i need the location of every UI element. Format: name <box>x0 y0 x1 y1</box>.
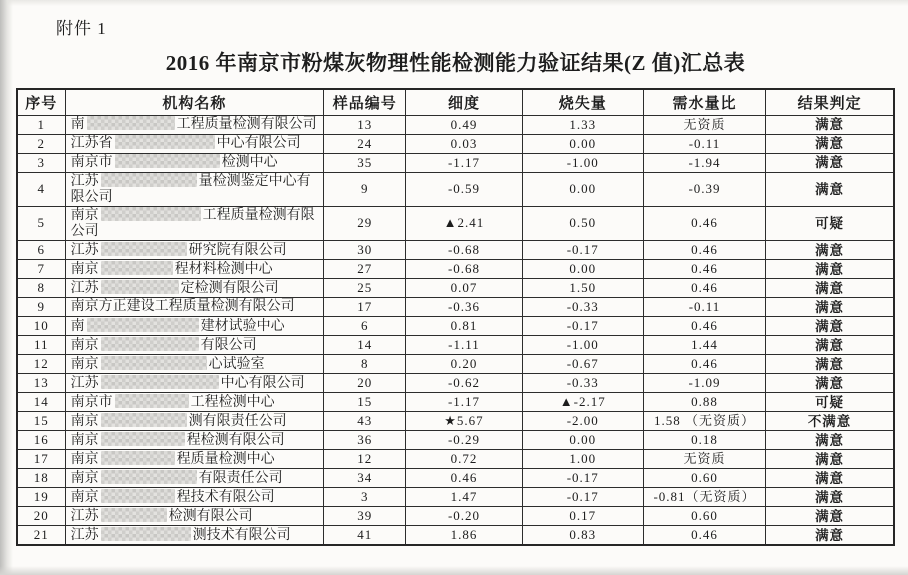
table-row <box>17 116 894 135</box>
org-name-suffix: 检测中心 <box>221 155 278 171</box>
cell-loss-on-ignition-z: -2.00 <box>522 412 643 431</box>
org-name-prefix: 江苏 <box>70 527 99 543</box>
col-header-serial-no: 序号 <box>17 89 65 116</box>
page-title: 2016 年南京市粉煤灰物理性能检测能力验证结果(Z 值)汇总表 <box>165 51 746 75</box>
cell-water-demand-ratio-z: 0.46 <box>643 355 765 374</box>
cell-loss-on-ignition-z: -1.00 <box>522 154 643 173</box>
cell-fineness-z: 0.81 <box>406 317 522 336</box>
col-header-organization-name: 机构名称 <box>65 89 324 116</box>
cell-sample-no: 29 <box>324 207 406 241</box>
org-name-prefix: 南 <box>70 318 85 334</box>
org-name-prefix: 南京 <box>70 337 99 353</box>
cell-organization-name <box>65 336 324 355</box>
cell-loss-on-ignition-z: -0.17 <box>522 241 643 260</box>
org-name-redaction-mosaic <box>87 318 199 332</box>
cell-organization-name <box>65 173 324 207</box>
org-name-redaction-mosaic <box>115 394 189 408</box>
cell-serial-no: 10 <box>17 317 65 336</box>
cell-organization-name <box>65 207 324 241</box>
cell-serial-no: 20 <box>17 507 65 526</box>
cell-serial-no: 13 <box>17 374 65 393</box>
cell-organization-name <box>65 374 324 393</box>
results-table <box>16 88 895 546</box>
org-name-prefix: 江苏 <box>70 280 99 296</box>
cell-fineness-z: -1.11 <box>406 336 522 355</box>
org-name-redaction-mosaic <box>87 116 175 130</box>
cell-loss-on-ignition-z: 0.17 <box>522 507 643 526</box>
org-name-redaction-mosaic <box>101 470 197 484</box>
cell-organization-name <box>65 154 324 173</box>
cell-result-judgment: 满意 <box>766 469 894 488</box>
cell-water-demand-ratio-z: 1.44 <box>643 336 765 355</box>
cell-organization-name <box>65 488 324 507</box>
cell-fineness-z: ★5.67 <box>406 412 522 431</box>
org-name-redaction-mosaic <box>115 135 215 149</box>
cell-result-judgment: 满意 <box>766 260 894 279</box>
cell-fineness-z: -0.59 <box>406 173 522 207</box>
cell-loss-on-ignition-z: 1.50 <box>522 279 643 298</box>
org-name-redaction-mosaic <box>101 337 199 351</box>
cell-loss-on-ignition-z: -0.17 <box>522 488 643 507</box>
cell-fineness-z: 0.20 <box>406 355 522 374</box>
org-name-suffix: 程材料检测中心 <box>174 261 273 277</box>
org-name-redaction-mosaic <box>115 154 220 168</box>
col-header-water-demand-ratio: 需水量比 <box>643 89 765 116</box>
cell-organization-name <box>65 116 324 135</box>
org-name-redaction-mosaic <box>101 207 201 221</box>
table-row <box>17 469 894 488</box>
cell-loss-on-ignition-z: 0.00 <box>522 173 643 207</box>
cell-fineness-z: -0.20 <box>406 507 522 526</box>
cell-water-demand-ratio-z: -0.39 <box>643 173 765 207</box>
cell-result-judgment: 满意 <box>766 374 894 393</box>
cell-organization-name <box>65 355 324 374</box>
cell-organization-name <box>65 393 324 412</box>
org-name-prefix: 江苏省 <box>70 136 113 152</box>
cell-fineness-z: -0.68 <box>406 241 522 260</box>
table-row <box>17 317 894 336</box>
cell-fineness-z: 0.46 <box>406 469 522 488</box>
col-header-sample-no: 样品编号 <box>324 89 406 116</box>
table-row <box>17 135 894 154</box>
table-row <box>17 431 894 450</box>
table-row <box>17 260 894 279</box>
cell-sample-no: 41 <box>324 526 406 546</box>
org-name-prefix: 南京 <box>70 470 99 486</box>
cell-loss-on-ignition-z: -0.17 <box>522 317 643 336</box>
cell-serial-no: 6 <box>17 241 65 260</box>
org-name-prefix: 南京 <box>70 489 99 505</box>
cell-water-demand-ratio-z: 无资质 <box>643 116 765 135</box>
cell-serial-no: 11 <box>17 336 65 355</box>
cell-water-demand-ratio-z: 0.46 <box>643 241 765 260</box>
cell-loss-on-ignition-z: -1.00 <box>522 336 643 355</box>
cell-fineness-z: 0.03 <box>406 135 522 154</box>
cell-sample-no: 17 <box>324 298 406 317</box>
cell-sample-no: 30 <box>324 241 406 260</box>
cell-fineness-z: -0.36 <box>406 298 522 317</box>
cell-fineness-z: -0.68 <box>406 260 522 279</box>
table-header <box>17 89 894 116</box>
cell-organization-name <box>65 298 324 317</box>
cell-loss-on-ignition-z: 0.83 <box>522 526 643 546</box>
org-name-prefix: 南京 <box>70 261 99 277</box>
cell-organization-name <box>65 317 324 336</box>
cell-loss-on-ignition-z: 1.00 <box>522 450 643 469</box>
org-name-redaction-mosaic <box>101 432 185 446</box>
cell-sample-no: 8 <box>324 355 406 374</box>
cell-sample-no: 3 <box>324 488 406 507</box>
cell-sample-no: 15 <box>324 393 406 412</box>
org-name-prefix: 南京 <box>70 451 99 467</box>
org-name-suffix: 有限公司 <box>200 337 257 353</box>
cell-sample-no: 36 <box>324 431 406 450</box>
org-name-suffix: 定检测有限公司 <box>180 280 279 296</box>
org-name-suffix: 中心有限公司 <box>216 136 301 152</box>
org-name-redaction-mosaic <box>101 413 187 427</box>
table-body <box>17 116 894 546</box>
cell-result-judgment: 满意 <box>766 526 894 546</box>
org-name-prefix: 江苏 <box>70 375 99 391</box>
cell-water-demand-ratio-z: -1.94 <box>643 154 765 173</box>
table-row <box>17 173 894 207</box>
cell-serial-no: 12 <box>17 355 65 374</box>
table-row <box>17 207 894 241</box>
org-name-prefix: 江苏 <box>70 508 99 524</box>
table-row <box>17 298 894 317</box>
cell-sample-no: 43 <box>324 412 406 431</box>
cell-loss-on-ignition-z: 1.33 <box>522 116 643 135</box>
org-name-prefix: 南京 <box>70 413 99 429</box>
cell-result-judgment: 满意 <box>766 431 894 450</box>
cell-water-demand-ratio-z: 0.60 <box>643 507 765 526</box>
org-name-prefix: 南京市 <box>70 155 113 171</box>
cell-fineness-z: -0.62 <box>406 374 522 393</box>
cell-water-demand-ratio-z: 0.60 <box>643 469 765 488</box>
table-row <box>17 374 894 393</box>
org-name-redaction-mosaic <box>101 261 173 275</box>
cell-organization-name <box>65 469 324 488</box>
cell-serial-no: 14 <box>17 393 65 412</box>
cell-water-demand-ratio-z: 0.46 <box>643 279 765 298</box>
cell-water-demand-ratio-z: 0.46 <box>643 260 765 279</box>
cell-result-judgment: 满意 <box>766 154 894 173</box>
cell-serial-no: 4 <box>17 173 65 207</box>
cell-water-demand-ratio-z: 无资质 <box>643 450 765 469</box>
cell-fineness-z: -1.17 <box>406 154 522 173</box>
cell-serial-no: 2 <box>17 135 65 154</box>
cell-result-judgment: 满意 <box>766 135 894 154</box>
cell-serial-no: 9 <box>17 298 65 317</box>
org-name-prefix: 南 <box>70 117 85 133</box>
cell-fineness-z: 0.72 <box>406 450 522 469</box>
cell-result-judgment: 满意 <box>766 507 894 526</box>
cell-serial-no: 19 <box>17 488 65 507</box>
table-row <box>17 393 894 412</box>
cell-serial-no: 1 <box>17 116 65 135</box>
org-name-prefix: 南京 <box>70 208 99 224</box>
cell-fineness-z: -0.29 <box>406 431 522 450</box>
cell-serial-no: 17 <box>17 450 65 469</box>
org-name-redaction-mosaic <box>101 489 175 503</box>
cell-organization-name <box>65 450 324 469</box>
cell-sample-no: 20 <box>324 374 406 393</box>
cell-sample-no: 6 <box>324 317 406 336</box>
org-name-redaction-mosaic <box>101 280 179 294</box>
cell-organization-name <box>65 412 324 431</box>
col-header-loss-on-ignition: 烧失量 <box>522 89 643 116</box>
org-name-suffix: 研究院有限公司 <box>188 242 287 258</box>
org-name-redaction-mosaic <box>101 527 191 541</box>
cell-serial-no: 15 <box>17 412 65 431</box>
cell-sample-no: 24 <box>324 135 406 154</box>
org-name-prefix: 南京市 <box>70 394 113 410</box>
scan-edge-bottom <box>0 566 908 575</box>
table-row <box>17 450 894 469</box>
org-name-redaction-mosaic <box>101 508 167 522</box>
org-name-prefix: 南京 <box>70 356 99 372</box>
scan-edge-left <box>0 0 13 575</box>
cell-water-demand-ratio-z: -0.11 <box>643 298 765 317</box>
cell-water-demand-ratio-z: -0.81（无资质） <box>643 488 765 507</box>
cell-loss-on-ignition-z: -0.17 <box>522 469 643 488</box>
cell-result-judgment: 满意 <box>766 317 894 336</box>
cell-sample-no: 27 <box>324 260 406 279</box>
org-name-redaction-mosaic <box>101 173 197 187</box>
org-name-suffix: 南京方正建设工程质量检测有限公司 <box>70 299 295 315</box>
cell-water-demand-ratio-z: 0.46 <box>643 207 765 241</box>
cell-result-judgment: 满意 <box>766 116 894 135</box>
org-name-prefix: 江苏 <box>70 242 99 258</box>
cell-sample-no: 25 <box>324 279 406 298</box>
cell-serial-no: 18 <box>17 469 65 488</box>
cell-water-demand-ratio-z: 0.46 <box>643 317 765 336</box>
org-name-prefix: 江苏 <box>70 174 99 189</box>
cell-serial-no: 7 <box>17 260 65 279</box>
org-name-suffix: 检测有限公司 <box>168 508 253 524</box>
org-name-redaction-mosaic <box>101 375 219 389</box>
cell-fineness-z: -1.17 <box>406 393 522 412</box>
org-name-suffix: 程检测有限公司 <box>186 432 285 448</box>
org-name-suffix: 建材试验中心 <box>200 318 285 334</box>
cell-water-demand-ratio-z: -0.11 <box>643 135 765 154</box>
cell-result-judgment: 可疑 <box>766 393 894 412</box>
cell-sample-no: 9 <box>324 173 406 207</box>
header-row <box>17 89 894 116</box>
cell-sample-no: 35 <box>324 154 406 173</box>
col-header-result-judgment: 结果判定 <box>766 89 894 116</box>
cell-loss-on-ignition-z: ▲-2.17 <box>522 393 643 412</box>
cell-sample-no: 12 <box>324 450 406 469</box>
cell-fineness-z: ▲2.41 <box>406 207 522 241</box>
org-name-suffix: 测有限责任公司 <box>188 413 287 429</box>
cell-result-judgment: 满意 <box>766 355 894 374</box>
org-name-suffix: 中心有限公司 <box>220 375 305 391</box>
org-name-suffix: 程质量检测中心 <box>176 451 275 467</box>
cell-water-demand-ratio-z: 0.46 <box>643 526 765 546</box>
cell-organization-name <box>65 279 324 298</box>
table-row <box>17 507 894 526</box>
cell-water-demand-ratio-z: 1.58 （无资质） <box>643 412 765 431</box>
org-name-suffix: 有限责任公司 <box>198 470 283 486</box>
cell-result-judgment: 满意 <box>766 336 894 355</box>
cell-sample-no: 34 <box>324 469 406 488</box>
cell-loss-on-ignition-z: -0.67 <box>522 355 643 374</box>
cell-serial-no: 16 <box>17 431 65 450</box>
attachment-label: 附件 1 <box>56 19 107 38</box>
cell-serial-no: 3 <box>17 154 65 173</box>
table-row <box>17 241 894 260</box>
table-row <box>17 355 894 374</box>
table-row <box>17 279 894 298</box>
cell-water-demand-ratio-z: 0.18 <box>643 431 765 450</box>
cell-result-judgment: 满意 <box>766 279 894 298</box>
cell-serial-no: 21 <box>17 526 65 546</box>
org-name-suffix: 心试验室 <box>208 356 265 372</box>
org-name-suffix: 程技术有限公司 <box>176 489 275 505</box>
cell-sample-no: 39 <box>324 507 406 526</box>
cell-organization-name <box>65 241 324 260</box>
cell-loss-on-ignition-z: 0.00 <box>522 431 643 450</box>
cell-fineness-z: 1.47 <box>406 488 522 507</box>
table-row <box>17 412 894 431</box>
org-name-redaction-mosaic <box>101 356 207 370</box>
cell-fineness-z: 0.07 <box>406 279 522 298</box>
org-name-redaction-mosaic <box>101 451 175 465</box>
cell-fineness-z: 0.49 <box>406 116 522 135</box>
col-header-fineness: 细度 <box>406 89 522 116</box>
org-name-redaction-mosaic <box>101 242 187 256</box>
cell-serial-no: 5 <box>17 207 65 241</box>
cell-result-judgment: 满意 <box>766 488 894 507</box>
cell-result-judgment: 不满意 <box>766 412 894 431</box>
cell-loss-on-ignition-z: 0.00 <box>522 135 643 154</box>
cell-loss-on-ignition-z: -0.33 <box>522 374 643 393</box>
org-name-suffix: 工程质量检测有限公司 <box>176 117 317 133</box>
cell-result-judgment: 满意 <box>766 173 894 207</box>
table-row <box>17 488 894 507</box>
cell-serial-no: 8 <box>17 279 65 298</box>
cell-organization-name <box>65 526 324 546</box>
cell-organization-name <box>65 507 324 526</box>
org-name-suffix: 工程检测中心 <box>190 394 275 410</box>
cell-fineness-z: 1.86 <box>406 526 522 546</box>
table-row <box>17 526 894 546</box>
table-row <box>17 154 894 173</box>
cell-sample-no: 13 <box>324 116 406 135</box>
cell-water-demand-ratio-z: 0.88 <box>643 393 765 412</box>
org-name-suffix: 工程质量检测有限公司 <box>70 208 315 240</box>
org-name-prefix: 南京 <box>70 432 99 448</box>
org-name-suffix: 测技术有限公司 <box>192 527 291 543</box>
cell-loss-on-ignition-z: -0.33 <box>522 298 643 317</box>
org-name-suffix: 量检测鉴定中心有限公司 <box>70 174 311 206</box>
cell-result-judgment: 满意 <box>766 241 894 260</box>
cell-result-judgment: 满意 <box>766 298 894 317</box>
table-row <box>17 336 894 355</box>
cell-organization-name <box>65 135 324 154</box>
cell-water-demand-ratio-z: -1.09 <box>643 374 765 393</box>
cell-organization-name <box>65 431 324 450</box>
scan-edge-top <box>0 0 908 6</box>
cell-sample-no: 14 <box>324 336 406 355</box>
cell-result-judgment: 可疑 <box>766 207 894 241</box>
cell-loss-on-ignition-z: 0.50 <box>522 207 643 241</box>
cell-result-judgment: 满意 <box>766 450 894 469</box>
cell-loss-on-ignition-z: 0.00 <box>522 260 643 279</box>
cell-organization-name <box>65 260 324 279</box>
